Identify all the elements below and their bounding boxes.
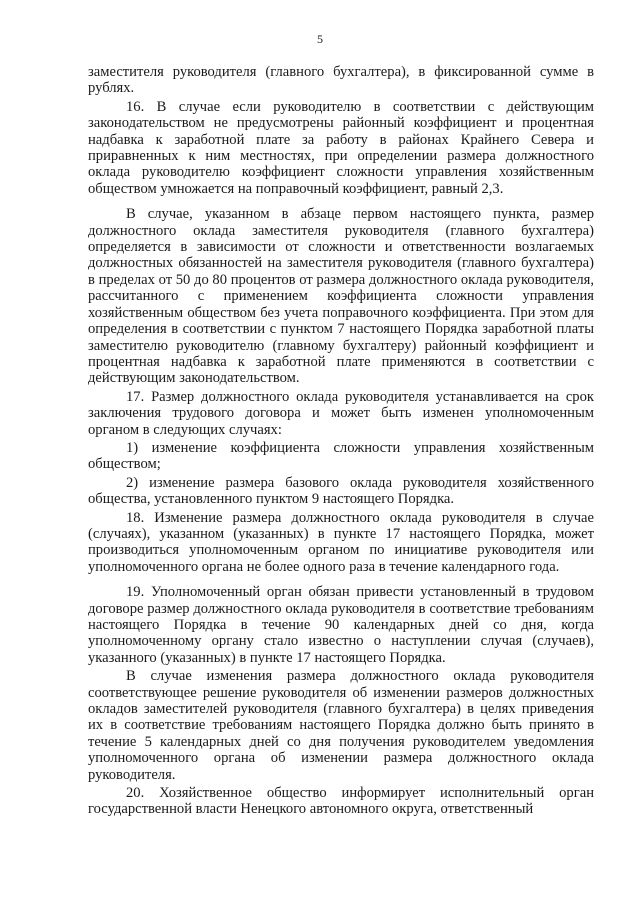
paragraph-item-18: 18. Изменение размера должностного оклада руководителя в случае (случаях), указанном (указанных) в пункте 17 настоящего Порядка, может производиться уполномоченным органом по инициативе руководителя или уполномоченного органа не более одного раза в течение календарного года. [88,509,594,575]
paragraph-continuation: заместителя руководителя (главного бухгалтера), в фиксированной сумме в рублях. [88,64,594,97]
page-number: 5 [317,32,323,46]
paragraph-item-19: 19. Уполномоченный орган обязан привести установленный в трудовом договоре размер должностного оклада руководителя в соответствие требованиям настоящего Порядка в течение 90 календарных дней со дня, когда уполномоченному органу стало известно о наступлении случая (случаев), указанного (указанных) в пункте 17 настоящего Порядка. [88,584,594,666]
document-body [88,64,594,818]
paragraph-item-16: 16. В случае если руководителю в соответствии с действующим законодательством не предусмотрены районный коэффициент и процентная надбавка к заработной плате за работу в районах Крайнего Севера и приравненных к ним местностях, при определении размера должностного оклада руководителю коэффициент сложности управления хозяйственным обществом умножается на поправочный коэффициент, равный 2,3. [88,98,594,197]
paragraph-item-17-case-1: 1) изменение коэффициента сложности управления хозяйственным обществом; [88,439,594,473]
paragraph-item-17: 17. Размер должностного оклада руководителя устанавливается на срок заключения трудового договора и может быть изменен уполномоченным органом в следующих случаях: [88,388,594,438]
paragraph-item-19-second: В случае изменения размера должностного оклада руководителя соответствующее решение руководителя об изменении размеров должностных окладов заместителей руководителя (главного бухгалтера) в целях приведения их в соответствие требованиям настоящего Порядка должно быть принято в течение 5 календарных дней со дня получения руководителем уведомления уполномоченного органа об изменении размера должностного оклада руководителя. [88,668,594,783]
paragraph-item-20: 20. Хозяйственное общество информирует исполнительный орган государственной власти Ненецкого автономного округа, ответственный [88,785,594,818]
paragraph-item-16-second: В случае, указанном в абзаце первом настоящего пункта, размер должностного оклада заместителя руководителя (главного бухгалтера) определяется в зависимости от сложности и ответственности возлагаемых должностных обязанностей на заместителя руководителя (главного бухгалтера) в пределах от 50 до 80 процентов от размера должностного оклада руководителя, рассчитанного с применением коэффициента сложности управления хозяйственным обществом без учета поправочного коэффициента. При этом для определения в соответствии с пунктом 7 настоящего Порядка заработной платы заместителю руководителю (главному бухгалтеру) районный коэффициент и процентная надбавка к заработной плате применяются в соответствии с действующим законодательством. [88,206,594,387]
paragraph-item-17-case-2: 2) изменение размера базового оклада руководителя хозяйственного общества, установленного пунктом 9 настоящего Порядка. [88,474,594,508]
